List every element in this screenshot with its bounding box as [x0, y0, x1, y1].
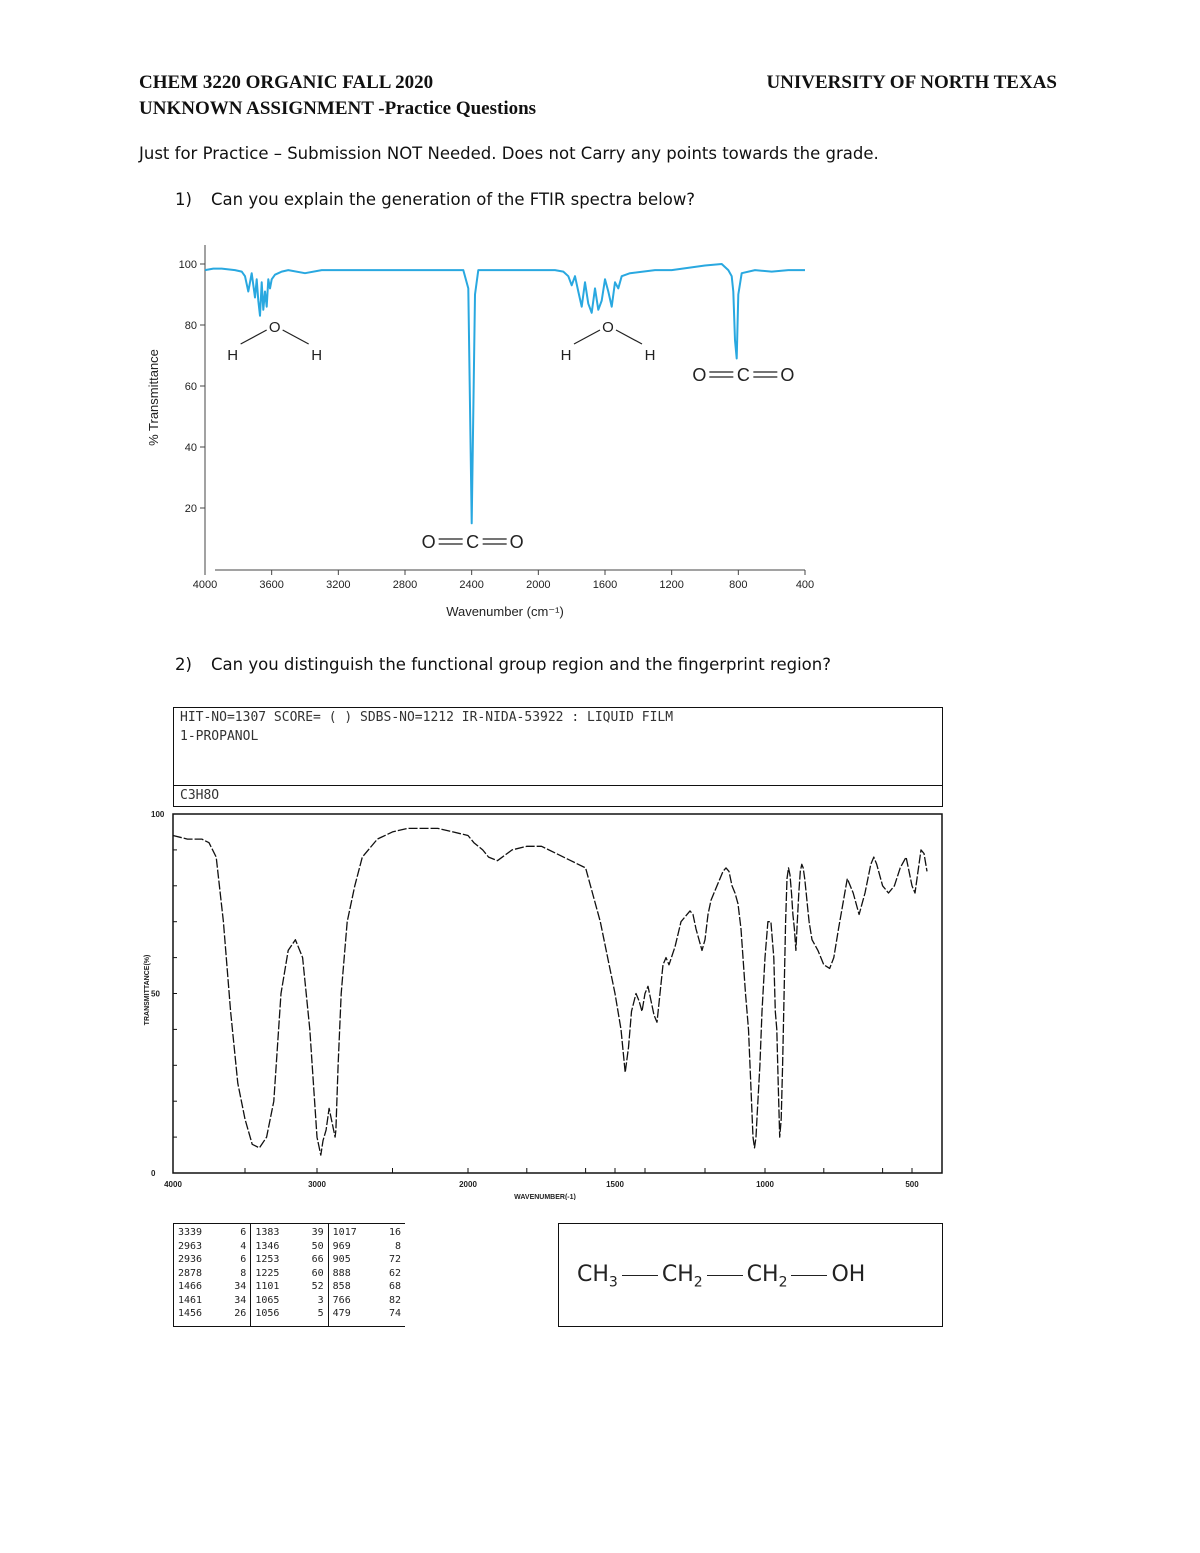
peak-row	[333, 1267, 401, 1281]
peak-value: 6	[240, 1254, 247, 1265]
peak-row	[255, 1280, 323, 1294]
atom-label: H	[644, 347, 656, 364]
peak-value: 74	[388, 1308, 401, 1319]
peak-value: 1065	[255, 1294, 280, 1306]
spectrum-line	[205, 264, 805, 523]
peak-value: 82	[388, 1294, 401, 1306]
peak-table	[173, 1223, 405, 1327]
peak-table-column	[174, 1224, 251, 1326]
peak-value: 3	[317, 1294, 324, 1306]
structure-box	[558, 1223, 943, 1327]
peak-row	[178, 1267, 246, 1281]
y-tick-label: 20	[184, 503, 197, 515]
peak-row	[333, 1280, 401, 1294]
peak-row	[255, 1267, 323, 1281]
peak-value: 888	[332, 1267, 351, 1279]
peak-value: 8	[394, 1240, 401, 1252]
peak-value: 1225	[255, 1267, 280, 1279]
x-axis-title: WAVENUMBER(-1)	[514, 1194, 576, 1200]
peak-row	[255, 1240, 323, 1254]
sdbs-header-box	[173, 707, 943, 807]
atom-label: O	[780, 365, 795, 385]
bond	[616, 330, 642, 344]
bond	[574, 330, 600, 344]
assignment-title: UNKNOWN ASSIGNMENT -Practice Questions	[139, 98, 537, 119]
peak-value: 2878	[178, 1267, 203, 1279]
x-tick-label: 1200	[659, 579, 684, 591]
atom-label: O	[692, 365, 707, 385]
y-axis-title: TRANSMITTANCE(%)	[144, 954, 151, 1026]
peak-value: 905	[332, 1254, 351, 1265]
y-tick-label: 80	[184, 320, 197, 332]
y-tick-label: 100	[178, 259, 197, 271]
peak-value: 1056	[255, 1308, 280, 1319]
peak-value: 52	[311, 1281, 324, 1292]
peak-row	[333, 1307, 401, 1321]
compound-name: 1-PROPANOL	[180, 729, 259, 744]
y-axis-title: % Transmittance	[146, 349, 161, 446]
x-axis-title: Wavenumber (cm⁻¹)	[446, 604, 564, 619]
peak-row	[178, 1240, 246, 1254]
peak-value: 1253	[255, 1254, 280, 1265]
peak-value: 8	[240, 1267, 247, 1279]
peak-row	[333, 1226, 401, 1240]
peak-value: 60	[311, 1267, 324, 1279]
peak-value: 34	[234, 1294, 247, 1306]
x-tick-label: 400	[795, 579, 815, 591]
x-tick-label: 3000	[308, 1180, 326, 1189]
atom-label: C	[736, 365, 750, 385]
peak-value: 68	[388, 1281, 401, 1292]
plot-frame	[173, 814, 942, 1173]
peak-value: 72	[388, 1254, 401, 1265]
atom-label: H	[227, 347, 239, 364]
peak-value: 66	[311, 1254, 324, 1265]
peak-table-column	[329, 1224, 405, 1326]
peak-table-column	[251, 1224, 328, 1326]
x-tick-label: 2000	[526, 579, 551, 591]
course-title: CHEM 3220 ORGANIC FALL 2020	[139, 72, 434, 93]
x-tick-label: 2800	[392, 579, 418, 591]
peak-row	[178, 1253, 246, 1267]
peak-row	[178, 1226, 246, 1240]
peak-value: 34	[234, 1281, 247, 1292]
peak-row	[333, 1294, 401, 1308]
y-tick-label: 40	[184, 442, 197, 454]
peak-value: 1017	[332, 1227, 357, 1238]
peak-value: 2963	[178, 1240, 203, 1252]
x-tick-label: 3600	[259, 579, 284, 591]
propanol-ir-chart	[135, 810, 955, 1200]
molecular-formula: C3H8O	[180, 788, 220, 803]
x-tick-label: 500	[905, 1180, 919, 1189]
x-tick-label: 4000	[164, 1180, 182, 1189]
peak-value: 1466	[178, 1281, 203, 1292]
bond	[283, 330, 309, 344]
university-name: UNIVERSITY OF NORTH TEXAS	[766, 72, 1057, 93]
intro-text: Just for Practice – Submission NOT Needed. Does not Carry any points towards the grade.	[139, 144, 879, 163]
peak-row	[333, 1240, 401, 1254]
spectrum-line	[173, 828, 927, 1155]
y-tick-label: 60	[184, 381, 197, 393]
atom-label: H	[560, 347, 572, 364]
x-tick-label: 4000	[192, 579, 218, 591]
ftir-spectrum-chart	[140, 240, 830, 630]
peak-value: 39	[311, 1227, 324, 1238]
y-tick-label: 0	[151, 1169, 156, 1178]
peak-value: 26	[234, 1308, 247, 1319]
question-1-number: 1)	[175, 190, 192, 209]
x-tick-label: 2000	[459, 1180, 477, 1189]
peak-value: 2936	[178, 1254, 203, 1265]
peak-value: 1456	[178, 1308, 203, 1319]
peak-value: 969	[332, 1240, 351, 1252]
peak-row	[178, 1307, 246, 1321]
peak-value: 479	[332, 1308, 351, 1319]
peak-value: 16	[388, 1227, 401, 1238]
y-tick-label: 100	[151, 810, 165, 819]
x-tick-label: 1500	[606, 1180, 624, 1189]
x-tick-label: 2400	[459, 579, 484, 591]
peak-value: 858	[332, 1281, 351, 1292]
bond	[241, 330, 267, 344]
atom-label: O	[509, 532, 524, 552]
peak-row	[255, 1294, 323, 1308]
peak-row	[255, 1226, 323, 1240]
peak-row	[178, 1294, 246, 1308]
peak-value: 766	[332, 1294, 351, 1306]
structural-formula: $CH_3$ $CH_2$ $CH_2$ OH	[577, 1262, 866, 1291]
peak-value: 5	[317, 1308, 324, 1319]
atom-label: C	[466, 532, 480, 552]
peak-row	[333, 1253, 401, 1267]
x-tick-label: 1000	[756, 1180, 774, 1189]
peak-value: 6	[240, 1227, 247, 1238]
question-2-text: Can you distinguish the functional group region and the fingerprint region?	[211, 655, 831, 674]
peak-value: 1383	[255, 1227, 280, 1238]
x-tick-label: 3200	[326, 579, 351, 591]
peak-value: 50	[311, 1240, 324, 1252]
x-tick-label: 1600	[592, 579, 618, 591]
peak-value: 62	[388, 1267, 401, 1279]
peak-value: 1346	[255, 1240, 280, 1252]
atom-label: O	[602, 319, 614, 336]
atom-label: O	[421, 532, 436, 552]
sdbs-hit-line: HIT-NO=1307 SCORE= ( ) SDBS-NO=1212 IR-NIDA-53922 : LIQUID FILM	[180, 710, 674, 725]
atom-label: O	[268, 319, 281, 336]
peak-value: 1101	[255, 1281, 280, 1292]
peak-row	[255, 1307, 323, 1321]
y-tick-label: 50	[151, 989, 160, 999]
peak-value: 4	[240, 1240, 247, 1252]
question-2-number: 2)	[175, 655, 192, 674]
question-1-text: Can you explain the generation of the FTIR spectra below?	[211, 190, 696, 209]
atom-label: H	[311, 347, 323, 364]
peak-value: 3339	[178, 1227, 203, 1238]
peak-value: 1461	[178, 1294, 203, 1306]
peak-row	[178, 1280, 246, 1294]
x-tick-label: 800	[729, 579, 748, 591]
peak-row	[255, 1253, 323, 1267]
